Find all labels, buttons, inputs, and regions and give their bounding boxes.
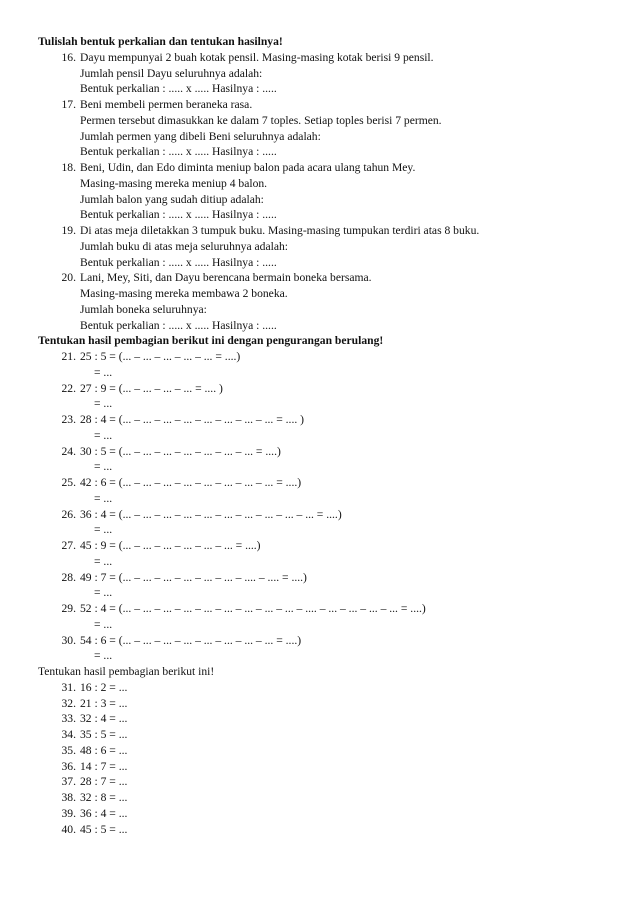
section1-heading: Tulislah bentuk perkalian dan tentukan hasilnya! — [38, 35, 283, 48]
item-number: 38. — [61, 791, 76, 804]
division-item — [38, 507, 608, 523]
division-expression: 21 : 3 = ... — [80, 696, 128, 710]
item-number: 31. — [61, 680, 76, 694]
division-expression: 30 : 5 = (... – ... – ... – ... – ... – ... – ... = ....) — [80, 444, 281, 458]
item-number: 29. — [61, 602, 76, 615]
division-expression: 36 : 4 = (... – ... – ... – ... – ... – ... – ... – ... – ... – ... = ....) — [80, 507, 342, 521]
item-number — [38, 286, 80, 302]
division-item — [38, 806, 608, 822]
problem-text: Bentuk perkalian : ..... x ..... Hasilnya : ..... — [80, 208, 277, 222]
division-result: = ... — [94, 365, 113, 379]
item-number: 34. — [61, 728, 76, 741]
division-expression: 32 : 8 = ... — [80, 791, 128, 804]
problem-text: Jumlah permen yang dibeli Beni seluruhnya adalah: — [80, 129, 321, 143]
item-number: 27. — [61, 539, 76, 552]
item-number — [38, 113, 80, 129]
problem-text: Jumlah boneka seluruhnya: — [80, 302, 207, 316]
division-expression: 32 : 4 = ... — [80, 712, 128, 726]
problem-text: Masing-masing mereka meniup 4 balon. — [80, 176, 268, 190]
division-expression: 16 : 2 = ... — [80, 680, 128, 694]
item-number: 24. — [61, 444, 76, 458]
problem-text: Jumlah buku di atas meja seluruhnya adalah: — [80, 239, 288, 253]
problem-line — [38, 113, 608, 129]
division-item — [38, 822, 608, 838]
problem-line — [38, 81, 608, 97]
problem-item — [38, 97, 608, 113]
problem-text: Beni, Udin, dan Edo diminta meniup balon pada acara ulang tahun Mey. — [80, 161, 416, 174]
item-number: 37. — [61, 775, 76, 789]
problem-item — [38, 160, 608, 176]
problem-text: Jumlah balon yang sudah ditiup adalah: — [80, 192, 264, 206]
item-number: 30. — [61, 633, 76, 647]
division-result: = ... — [94, 491, 113, 505]
problem-text: Bentuk perkalian : ..... x ..... Hasilnya : ..... — [80, 318, 277, 332]
section3-heading: Tentukan hasil pembagian berikut ini! — [38, 665, 215, 678]
item-number: 36. — [61, 759, 76, 773]
division-item — [38, 412, 608, 428]
division-result: = ... — [94, 554, 113, 568]
division-expression: 49 : 7 = (... – ... – ... – ... – ... – ... – .... – .... = ....) — [80, 570, 307, 584]
item-number — [38, 66, 80, 82]
problem-line — [38, 286, 608, 302]
division-item — [38, 680, 608, 696]
item-number — [38, 81, 80, 97]
division-item — [38, 349, 608, 365]
item-number: 39. — [61, 806, 76, 820]
problem-text: Bentuk perkalian : ..... x ..... Hasilnya : ..... — [80, 82, 277, 96]
item-number: 32. — [61, 696, 76, 710]
item-number: 16. — [61, 50, 76, 64]
division-item — [38, 444, 608, 460]
division-item — [38, 538, 608, 554]
item-number: 23. — [61, 413, 76, 426]
item-number: 28. — [61, 570, 76, 584]
problem-text: Masing-masing mereka membawa 2 boneka. — [80, 287, 288, 300]
division-result: = ... — [94, 586, 113, 600]
section2-heading: Tentukan hasil pembagian berikut ini dengan pengurangan berulang! — [38, 334, 384, 348]
division-item — [38, 743, 608, 759]
section3-list — [38, 680, 608, 838]
item-number: 35. — [61, 743, 76, 757]
division-expression: 45 : 9 = (... – ... – ... – ... – ... – ... = ....) — [80, 539, 261, 552]
division-expression: 25 : 5 = (... – ... – ... – ... – ... = ....) — [80, 350, 241, 363]
division-item — [38, 601, 608, 617]
item-number: 18. — [61, 161, 76, 174]
problem-item — [38, 223, 608, 239]
division-item — [38, 475, 608, 491]
problem-line — [38, 239, 608, 255]
division-expression: 28 : 7 = ... — [80, 775, 128, 789]
division-expression: 45 : 5 = ... — [80, 822, 128, 836]
division-expression: 27 : 9 = (... – ... – ... – ... = .... ) — [80, 381, 223, 395]
problem-line — [38, 318, 608, 334]
problem-text: Di atas meja diletakkan 3 tumpuk buku. Masing-masing tumpukan terdiri atas 8 buku. — [80, 224, 480, 237]
division-expression: 35 : 5 = ... — [80, 728, 128, 741]
problem-line — [38, 144, 608, 160]
problem-item — [38, 50, 608, 66]
item-number: 17. — [61, 98, 76, 111]
division-expression: 52 : 4 = (... – ... – ... – ... – ... – ... – ... – ... – ... – .... – ... – ... – ... – ... = ....) — [80, 602, 426, 615]
division-result: = ... — [94, 649, 113, 663]
division-item — [38, 727, 608, 743]
division-item — [38, 759, 608, 775]
problem-text: Bentuk perkalian : ..... x ..... Hasilnya : ..... — [80, 255, 277, 269]
item-number: 19. — [61, 224, 76, 237]
division-item — [38, 570, 608, 586]
division-result: = ... — [94, 523, 113, 537]
division-expression: 28 : 4 = (... – ... – ... – ... – ... – ... – ... – ... = .... ) — [80, 413, 305, 426]
division-expression: 42 : 6 = (... – ... – ... – ... – ... – ... – ... – ... = ....) — [80, 476, 302, 489]
item-number: 22. — [61, 381, 76, 395]
division-result: = ... — [94, 428, 113, 442]
item-number: 26. — [61, 507, 76, 521]
section1-list — [38, 50, 608, 334]
item-number — [38, 239, 80, 255]
problem-text: Jumlah pensil Dayu seluruhnya adalah: — [80, 66, 263, 80]
division-result: = ... — [94, 460, 113, 474]
item-number: 40. — [61, 822, 76, 836]
section2-list — [38, 349, 608, 664]
item-number — [38, 129, 80, 145]
problem-line — [38, 176, 608, 192]
division-result: = ... — [94, 397, 113, 411]
division-item — [38, 790, 608, 806]
item-number: 25. — [61, 476, 76, 489]
problem-line — [38, 192, 608, 208]
division-item — [38, 696, 608, 712]
division-expression: 36 : 4 = ... — [80, 806, 128, 820]
division-expression: 54 : 6 = (... – ... – ... – ... – ... – ... – ... – ... = ....) — [80, 633, 302, 647]
problem-line — [38, 129, 608, 145]
division-item — [38, 381, 608, 397]
problem-line — [38, 255, 608, 271]
item-number — [38, 318, 80, 334]
item-number: 33. — [61, 712, 76, 726]
problem-text: Permen tersebut dimasukkan ke dalam 7 toples. Setiap toples berisi 7 permen. — [80, 113, 442, 127]
item-number: 21. — [61, 350, 76, 363]
item-number — [38, 144, 80, 160]
division-item — [38, 633, 608, 649]
problem-text: Bentuk perkalian : ..... x ..... Hasilnya : ..... — [80, 145, 277, 159]
item-number — [38, 192, 80, 208]
item-number — [38, 302, 80, 318]
problem-line — [38, 302, 608, 318]
item-number — [38, 255, 80, 271]
division-item — [38, 774, 608, 790]
item-number: 20. — [61, 271, 76, 285]
division-result: = ... — [94, 617, 113, 631]
problem-text: Beni membeli permen beraneka rasa. — [80, 98, 253, 111]
division-item — [38, 711, 608, 727]
division-expression: 14 : 7 = ... — [80, 759, 128, 773]
worksheet-page — [38, 34, 608, 837]
problem-text: Dayu mempunyai 2 buah kotak pensil. Masing-masing kotak berisi 9 pensil. — [80, 50, 434, 64]
division-expression: 48 : 6 = ... — [80, 743, 128, 757]
item-number — [38, 207, 80, 223]
item-number — [38, 176, 80, 192]
problem-line — [38, 207, 608, 223]
problem-item — [38, 270, 608, 286]
problem-text: Lani, Mey, Siti, dan Dayu berencana bermain boneka bersama. — [80, 271, 372, 285]
problem-line — [38, 66, 608, 82]
